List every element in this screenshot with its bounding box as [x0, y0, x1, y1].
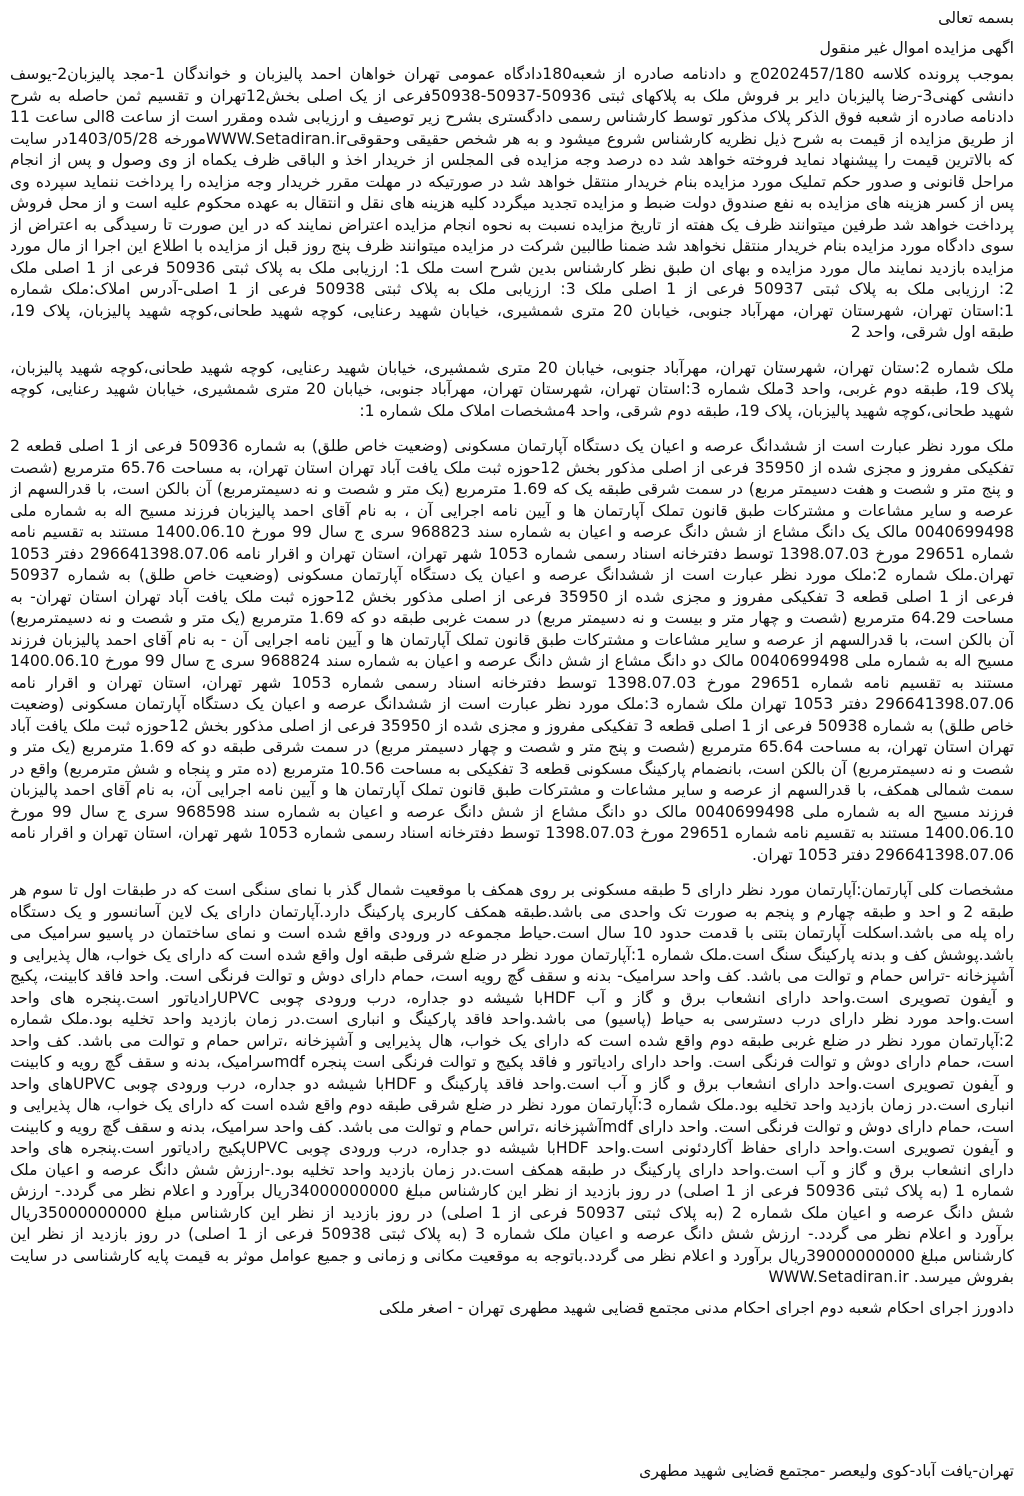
text-line: مراحل قانونی و صدور حکم تملیک مورد مزایده بنام خریدار منتقل خواهد شد در صورتیکه در مهلت مقرر خریدار وجه مزایده را پرداخت ننماید سپرده وی: [10, 172, 1014, 191]
text-line: است.واحد مورد نظر دارای درب دسترسی به حیاط (پاسیو) می باشد.واحد فاقد پارکینگ و انباری است.در زمان بازدید واحد تخلیه بود.ملک شماره: [10, 1010, 1014, 1028]
text-line: دانشی کهنی3-رضا پالیزبان دایر بر فروش ملک به پلاکهای ثبتی 50936-50937-50938فرعی از یک اصلی بخش12تهران و تقسیم ثمن حاصله به شرح: [10, 86, 1014, 105]
text-line: طبقه 2 و احد و طبقه چهارم و پنجم به صورت تک واحدی می باشد.طبقه همکف کاربری پارکینگ دارد.آپارتمان دارای یک لاین آسانسور و یک دستگاه: [10, 902, 1014, 921]
text-line: پرداخت خواهد شد طرفین میتوانند ظرف یک هفته از تاریخ مزایده نسبت به نحوه انجام مزایده اعتراض نمایند که در این صورت تا رسیدگی به اعتراض از: [10, 215, 1014, 234]
text-line: 0040699498 مالک یک دانگ مشاع از شش دانگ عرصه و اعیان به شماره سند 968823 سری ج سال 99 مورخ 1400.06.10 مستند به تقسیم نامه: [10, 523, 1014, 541]
footer-address: تهران-یافت آباد-کوی ولیعصر -مجتمع قضایی شهید مطهری: [639, 1462, 1014, 1480]
text-line: آشپزخانه -تراس حمام و توالت می باشد. کف واحد سرامیک- بدنه و سقف گچ رویه است، حمام دارای دوش و توالت فرنگی است. واحد فاقد کابینت، پکیج: [10, 967, 1014, 985]
text-line: پس از کسر هزینه های مزایده به نفع صندوق دولت ضبط و مزایده تجدید میگردد کلیه هزینه های نقل و انتقال به عهده محکوم علیه است و از محل فروش: [10, 194, 1014, 212]
text-line: عرصه و سایر مشاعات و مشترکات طبق قانون تملک آپارتمان ها و آیین نامه اجرایی آن ، به نام آقای احمد پالیزبان فرزند مسیح اله به شماره ملی: [10, 501, 1014, 520]
text-line: باشد.پوشش کف و بدنه پارکینگ سنگ است.ملک شماره 1:آپارتمان مورد نظر در ضلع شرقی طبقه اول واقع شده است که دارای یک خواب، هال پذیرایی و: [10, 945, 1014, 964]
announcement-body: [10, 64, 1014, 1289]
text-line: سمت شمالی همکف، با قدرالسهم از عرصه و سایر مشاعات و مشترکات طبق قانون تملک آپارتمان ها و آیین نامه اجرایی آن، به نام آقای احمد پالیزبان: [10, 781, 1014, 799]
text-line: مستند به تقسیم نامه شماره 29651 مورخ 1398.07.03 توسط دفترخانه اسناد رسمی شماره 1053 شهر تهران، استان تهران و اقرار نامه: [10, 673, 1014, 692]
text-line: 1:استان تهران، شهرستان تهران، مهرآباد جنوبی، خیابان 20 متری شمشیری، خیابان شهید رعنایی، کوچه شهید طحانی،کوچه شهید پالیزبان، پلاک 19،: [10, 301, 1014, 320]
text-line: 2: ارزیابی ملک به پلاک ثبتی 50937 فرعی از 1 اصلی ملک 3: ارزیابی ملک به پلاک ثبتی 50938 فرعی از 1 اصلی-آدرس املاک:ملک شماره: [10, 280, 1014, 298]
text-line: شماره 1 (به پلاک ثبتی 50936 فرعی از 1 اصلی) در روز بازدید از نظر این کارشناس مبلغ 34000000000ریال برآورد و اعلام نظر می گردد.- ارزش: [10, 1182, 1014, 1200]
text-line: دادنامه صادره از شعبه فوق الذکر پلاک مذکور توسط کارشناس رسمی دادگستری بشرح زیر توصیف و ارزیابی شده ومقرر است از ساعت 8الی ساعت 11: [10, 108, 1014, 126]
text-line: راه پله می باشد.اسکلت آپارتمان بتنی با قدمت حدود 10 سال است.حیاط مجموعه در ورودی واقع شده است و نمای ساختمان در پاسیو سرامیک می: [10, 924, 1014, 942]
text-line: برآورد و اعلام نظر می گردد.- ارزش شش دانگ عرصه و اعیان ملک شماره 3 (به پلاک ثبتی 50938 فرعی از 1 اصلی) در روز بازدید از نظر این: [10, 1225, 1014, 1243]
text-line: مشخصات کلی آپارتمان:آپارتمان مورد نظر دارای 5 طبقه مسکونی بر روی همکف با موقعیت شمال گذر با نمای سنگی است که در طبقات اول تا سوم هر: [10, 881, 1014, 899]
text-line: طبقه اول شرقی، واحد 2: [850, 323, 1014, 341]
text-line: پلاک 19، طبقه دوم غربی، واحد 3ملک شماره 3:استان تهران، شهرستان تهران، مهرآباد جنوبی، خیابان 20 متری شمشیری، خیابان شهید رعنایی، کوچه: [10, 380, 1014, 398]
text-line: انباری است.در زمان بازدید واحد تخلیه بود.ملک شماره 3:آپارتمان مورد نظر در ضلع شرقی طبقه دوم واقع شده است که دارای یک خواب، هال پذیرایی و: [10, 1096, 1014, 1114]
text-line: که بالاترین قیمت را پیشنهاد نماید فروخته خواهد شد ده درصد وجه مزایده فی المجلس از خریدار اخذ و الباقی ظرف یکماه از وی وصول و پس از انجام: [10, 151, 1014, 169]
text-line: سوی دادگاه مورد مزایده بنام خریدار منتقل نخواهد شد ضمنا طالبین شرکت در مزایده میتوانند ظرف پنج روز قبل از مزایده با اطلاع این اجرا از مال مورد: [10, 237, 1014, 255]
text-line: و آیفون تصویری است.واحد دارای انشعاب برق و گاز و آب است.واحد فاقد پارکینگ و HDFبا شیشه دو جداره، درب ورودی چوبی UPVCهای واحد: [10, 1074, 1014, 1093]
text-line: فرزند مسیح اله به شماره ملی 0040699498 مالک دو دانگ مشاع از شش دانگ عرصه و اعیان به شماره سند 968598 سری ج سال 99 مورخ: [10, 802, 1014, 821]
text-line: بموجب پرونده کلاسه 0202457/180ج و دادنامه صادره از شعبه180دادگاه عمومی تهران خواهان احمد پالیزبان و خواندگان 1-مجد پالیزبان2-یوسف: [10, 65, 1014, 83]
text-line: تهران.ملک شماره 2:ملک مورد نظر عبارت است از ششدانگ عرصه و اعیان یک دستگاه آپارتمان مسکونی (وضعیت خاص طلق) به شماره 50937: [10, 566, 1014, 584]
text-line: 1400.06.10 مستند به تقسیم نامه شماره 29651 مورخ 1398.07.03 توسط دفترخانه اسناد رسمی شماره 1053 شهر تهران، استان تهران و اقرار نامه: [10, 824, 1014, 842]
text-line: و آیفون تصویری است.واحد دارای انشعاب برق و گاز و آب HDFبا شیشه دو جداره، درب ورودی چوبی UPVCرادیاتور است.پنجره های واحد: [10, 988, 1014, 1007]
text-line: فرعی از 1 اصلی قطعه 3 تفکیکی مفروز و مجزی شده از 35950 فرعی از اصلی مذکور بخش 12حوزه ثبت ملک یافت آباد تهران استان تهران- به: [10, 587, 1014, 606]
text-line: مساحت 64.29 مترمربع (شصت و چهار متر و بیست و نه دسیمتر مربع) در سمت غربی طبقه دو که 1.69 مترمربع (یک متر و شصت و نه دسیمترمربع): [10, 609, 1014, 627]
text-line: تفکیکی مفروز و مجزی شده از 35950 فرعی از اصلی مذکور بخش 12حوزه ثبت ملک یافت آباد تهران استان تهران، به مساحت 65.76 مترمربع (شصت: [10, 458, 1014, 477]
text-line: کارشناس مبلغ 39000000000ریال برآورد و اعلام نظر می گردد.باتوجه به موقعیت مکانی و زمانی و جمیع عوامل موثر به قیمت پایه کارشناسی در سایت: [10, 1246, 1014, 1265]
text-line: تهران استان تهران، به مساحت 65.64 مترمربع (شصت و پنج متر و شصت و چهار دسیمتر مربع) در سمت شرقی طبقه دو که 1.69 مترمربع (یک متر و: [10, 738, 1014, 756]
text-line: 2:آپارتمان مورد نظر در ضلع غربی طبقه دوم واقع شده است که دارای یک خواب، هال پذیرایی و آشپزخانه ،تراس حمام و توالت می باشد. کف واحد: [10, 1031, 1014, 1050]
text-line: ملک مورد نظر عبارت است از ششدانگ عرصه و اعیان یک دستگاه آپارتمان مسکونی (وضعیت خاص طلق) به شماره 50936 فرعی از 1 اصلی قطعه 2: [10, 437, 1014, 455]
text-line: بفروش میرسد. WWW.Setadiran.ir: [768, 1268, 1014, 1286]
text-line: دارای انشعاب برق و گاز و آب است.واحد دارای پارکینگ در طبقه همکف است.در زمان بازدید واحد تخلیه بود.-ارزش شش دانگ عرصه و اعیان ملک: [10, 1160, 1014, 1179]
text-line: آن بالکن است، با قدرالسهم از عرصه و سایر مشاعات و مشترکات طبق قانون تملک آپارتمان ها و آیین نامه اجرایی آن - به نام آقای احمد پالیزبان فرزند: [10, 630, 1014, 649]
announcement-title: اگهی مزایده اموال غیر منقول: [819, 38, 1014, 57]
text-line: مزایده بازدید نمایند مال مورد مزایده و بهای ان طبق نظر کارشناس بدین شرح است ملک 1: ارزیابی ملک به پلاک ثبتی 50936 فرعی از 1 اصلی ملک: [10, 258, 1014, 277]
text-line: مسیح اله به شماره ملی 0040699498 مالک دو دانگ مشاع از شش دانگ عرصه و اعیان به شماره سند 968824 سری ج سال 99 مورخ 1400.06.10: [10, 652, 1014, 670]
text-line: شصت و نه دسیمترمربع) آن بالکن است، بانضمام پارکینگ مسکونی قطعه 3 تفکیکی به مساحت 10.56 مترمربع (ده متر و پنجاه و شش مترمربع) واقع در: [10, 759, 1014, 778]
text-line: و پنج متر و شصت و هفت دسیمتر مربع) در سمت شرقی طبقه یک که 1.69 مترمربع (یک متر و شصت و نه دسیمترمربع) آن بالکن است، با قدرالسهم از: [10, 480, 1014, 498]
body-paragraph: [10, 436, 1014, 866]
signature-line: دادورز اجرای احکام شعبه دوم اجرای احکام مدنی مجتمع قضایی شهید مطهری تهران - اصغر ملکی: [378, 1298, 1014, 1317]
text-line: است، حمام دارای دوش و توالت فرنگی است. واحد دارای mdfآشپزخانه ،تراس حمام و توالت می باشد. کف واحد سرامیک، بدنه و سقف گچ رویه و کابینت: [10, 1117, 1014, 1136]
text-line: شش دانگ عرصه و اعیان ملک شماره 2 (به پلاک ثبتی 50937 فرعی از 1 اصلی) در روز بازدید از نظر این کارشناس مبلغ 35000000000ریال: [10, 1203, 1014, 1222]
text-line: است، حمام دارای دوش و توالت فرنگی است. واحد دارای رادیاتور و فاقد پکیج و توالت فرنگی است پنجره mdfسرامیک، بدنه و سقف گچ رویه و کابینت: [10, 1053, 1014, 1071]
invocation-heading: بسمه تعالی: [938, 8, 1014, 27]
text-line: از طریق مزایده از قیمت به شرح ذیل نظریه کارشناس شروع میشود و به هر شخص حقیقی وحقوقیWWW.Setadiran.irمورخه 1403/05/28در سایت: [10, 129, 1014, 148]
text-line: شهید طحانی،کوچه شهید پالیزبان، پلاک 19، طبقه دوم شرقی، واحد 4مشخصات املاک ملک شماره 1:: [359, 401, 1014, 420]
body-paragraph: [10, 64, 1014, 344]
text-line: و آیفون تصویری است.واحد دارای حفاظ آکاردئونی است.واحد HDFبا شیشه دو جداره، درب ورودی چوبی UPVCپکیج رادیاتور است.پنجره های واحد: [10, 1139, 1014, 1157]
announcement-document: [10, 6, 1014, 1319]
text-line: 296641398.07.06 دفتر 1053 تهران.: [751, 845, 1014, 864]
body-paragraph: [10, 880, 1014, 1289]
text-line: شماره 29651 مورخ 1398.07.03 توسط دفترخانه اسناد رسمی شماره 1053 شهر تهران، استان تهران و اقرار نامه 296641398.07.06 دفتر 1053: [10, 544, 1014, 563]
text-line: ملک شماره 2:ستان تهران، شهرستان تهران، مهرآباد جنوبی، خیابان 20 متری شمشیری، خیابان شهید رعنایی، کوچه شهید طحانی،کوچه شهید پالیزبان،: [10, 358, 1014, 377]
text-line: خاص طلق) به شماره 50938 فرعی از 1 اصلی قطعه 3 تفکیکی مفروز و مجزی شده از 35950 فرعی از اصلی مذکور بخش 12حوزه ثبت ملک یافت آباد: [10, 716, 1014, 735]
body-paragraph: [10, 358, 1014, 423]
text-line: 296641398.07.06 دفتر 1053 تهران ملک شماره 3:ملک مورد نظر عبارت است از ششدانگ عرصه و اعیان یک دستگاه آپارتمان مسکونی (وضعیت: [10, 695, 1014, 713]
